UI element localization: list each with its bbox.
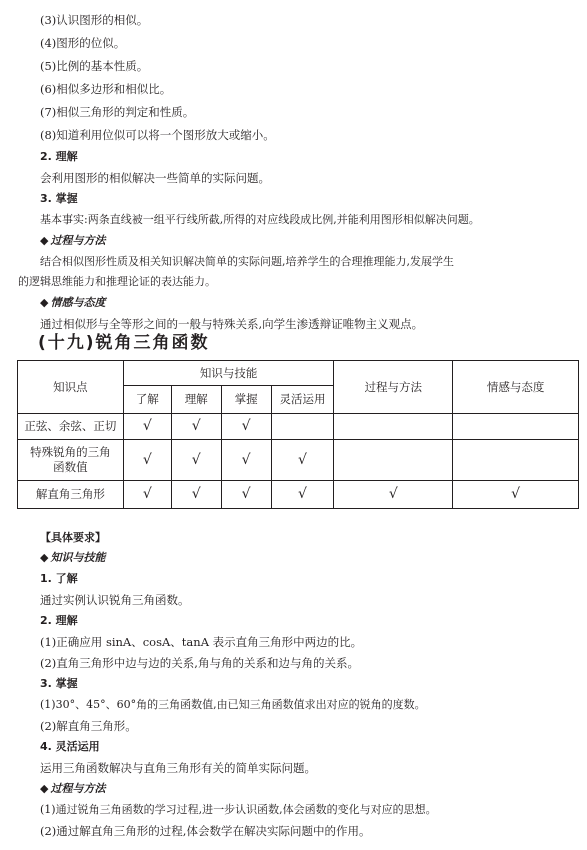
check-mark: √ bbox=[123, 440, 171, 481]
process-heading-2 bbox=[40, 781, 579, 797]
check-mark: √ bbox=[221, 440, 271, 481]
list-item: (2)解直角三角形。 bbox=[40, 719, 137, 733]
subheader-master: 掌握 bbox=[221, 386, 271, 414]
list-item: (1)通过锐角三角函数的学习过程,进一步认识函数,体会函数的变化与对应的思想。 bbox=[40, 803, 437, 816]
list-item: (1)30°、45°、60°角的三角函数值,由已知三角函数值求出对应的锐角的度数。 bbox=[40, 698, 426, 711]
section-title: (十九)锐角三角函数 bbox=[38, 333, 210, 353]
check-mark: √ bbox=[171, 440, 221, 481]
subheader-understand-basic: 了解 bbox=[123, 386, 171, 414]
list-item: (7)相似三角形的判定和性质。 bbox=[40, 105, 195, 119]
process-text-line-2: 的逻辑思维能力和推理论证的表达能力。 bbox=[18, 275, 216, 288]
diamond-icon: ◆ bbox=[40, 234, 49, 247]
check-mark: √ bbox=[221, 414, 271, 440]
row-label: 正弦、余弦、正切 bbox=[18, 414, 124, 440]
subheader-apply: 灵活运用 bbox=[271, 386, 334, 414]
empty-cell bbox=[453, 440, 579, 481]
emotion-heading-label: 情感与态度 bbox=[50, 296, 106, 309]
check-mark: √ bbox=[171, 414, 221, 440]
check-mark: √ bbox=[123, 481, 171, 509]
check-mark: √ bbox=[123, 414, 171, 440]
header-knowledge-skill: 知识与技能 bbox=[123, 361, 334, 386]
table-row bbox=[18, 440, 579, 481]
list-item: (1)正确应用 sinA、cosA、tanA 表示直角三角形中两边的比。 bbox=[40, 635, 363, 649]
req-1-heading: 1. 了解 bbox=[40, 572, 78, 585]
empty-cell bbox=[271, 414, 334, 440]
req-2-heading: 2. 理解 bbox=[40, 614, 78, 627]
empty-cell bbox=[334, 414, 453, 440]
list-item: (4)图形的位似。 bbox=[40, 36, 126, 50]
list-item: (8)知道利用位似可以将一个图形放大或缩小。 bbox=[40, 128, 275, 142]
check-mark: √ bbox=[453, 481, 579, 509]
table-row bbox=[18, 481, 579, 509]
subheader-comprehend: 理解 bbox=[171, 386, 221, 414]
req-3-heading: 3. 掌握 bbox=[40, 677, 78, 690]
diamond-icon: ◆ bbox=[40, 296, 49, 309]
list-item: (5)比例的基本性质。 bbox=[40, 59, 149, 73]
header-process: 过程与方法 bbox=[334, 361, 453, 414]
knowledge-skill-heading bbox=[40, 550, 579, 566]
list-item: (2)通过解直角三角形的过程,体会数学在解决实际问题中的作用。 bbox=[40, 824, 371, 838]
process-heading-2-label: 过程与方法 bbox=[50, 782, 106, 795]
check-mark: √ bbox=[271, 481, 334, 509]
table-row bbox=[18, 414, 579, 440]
req-4-heading: 4. 灵活运用 bbox=[40, 740, 100, 753]
requirements-heading: 【具体要求】 bbox=[40, 531, 106, 544]
list-item: (2)直角三角形中边与边的关系,角与角的关系和边与角的关系。 bbox=[40, 656, 359, 670]
understand-heading: 2. 理解 bbox=[40, 150, 78, 163]
check-mark: √ bbox=[221, 481, 271, 509]
row-label: 解直角三角形 bbox=[18, 481, 124, 509]
row-label bbox=[18, 440, 124, 481]
knowledge-table bbox=[17, 360, 579, 509]
process-text-line-1: 结合相似图形性质及相关知识解决简单的实际问题,培养学生的合理推理能力,发展学生 bbox=[40, 255, 454, 268]
understand-text: 会利用图形的相似解决一些简单的实际问题。 bbox=[40, 171, 270, 185]
check-mark: √ bbox=[171, 481, 221, 509]
diamond-icon: ◆ bbox=[40, 782, 49, 795]
knowledge-skill-heading-label: 知识与技能 bbox=[50, 551, 106, 564]
check-mark: √ bbox=[271, 440, 334, 481]
empty-cell bbox=[334, 440, 453, 481]
check-mark: √ bbox=[334, 481, 453, 509]
master-heading: 3. 掌握 bbox=[40, 192, 78, 205]
row-label-line: 函数值 bbox=[53, 460, 88, 474]
emotion-heading bbox=[40, 295, 579, 311]
list-item: (6)相似多边形和相似比。 bbox=[40, 82, 172, 96]
header-emotion: 情感与态度 bbox=[453, 361, 579, 414]
req-1-text: 通过实例认识锐角三角函数。 bbox=[40, 593, 190, 607]
row-label-line: 特殊锐角的三角 bbox=[30, 445, 111, 459]
req-4-text: 运用三角函数解决与直角三角形有关的简单实际问题。 bbox=[40, 761, 316, 775]
process-heading bbox=[40, 233, 579, 249]
list-item: (3)认识图形的相似。 bbox=[40, 13, 149, 27]
master-text: 基本事实:两条直线被一组平行线所截,所得的对应线段成比例,并能利用图形相似解决问题。 bbox=[40, 213, 480, 226]
process-heading-label: 过程与方法 bbox=[50, 234, 106, 247]
empty-cell bbox=[453, 414, 579, 440]
header-knowledge-point: 知识点 bbox=[18, 361, 124, 414]
diamond-icon: ◆ bbox=[40, 551, 49, 564]
emotion-text: 通过相似形与全等形之间的一般与特殊关系,向学生渗透辩证唯物主义观点。 bbox=[40, 317, 424, 331]
